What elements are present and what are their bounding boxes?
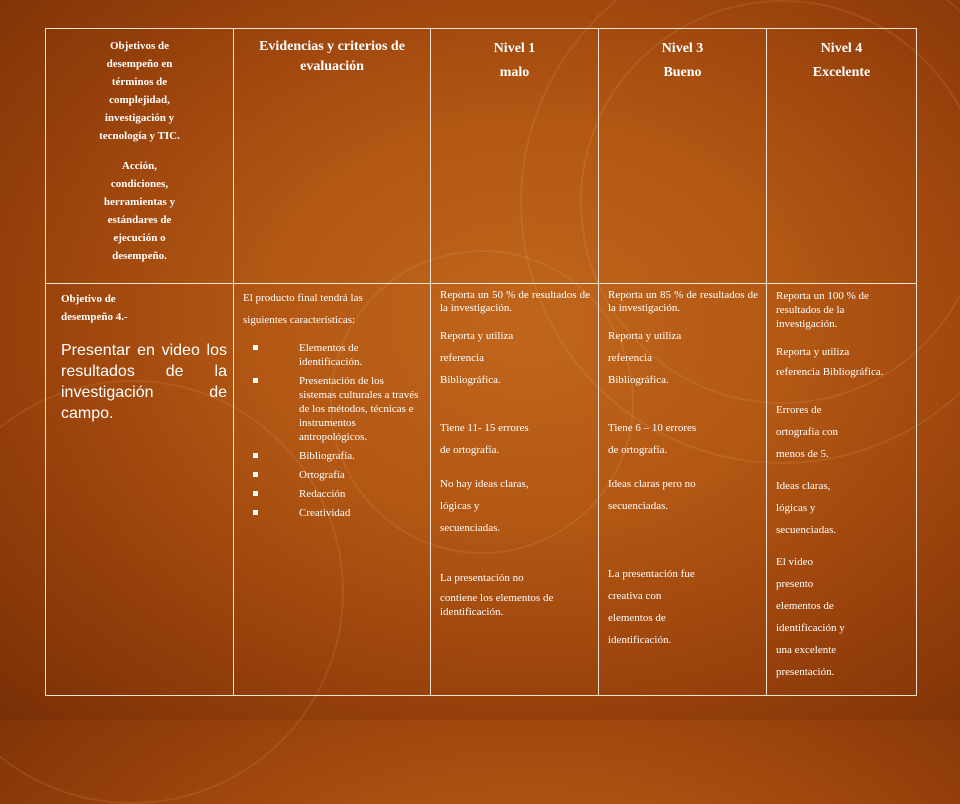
nivel-1-cell xyxy=(431,284,599,696)
header-text: Objetivos de xyxy=(110,40,169,52)
nivel-4-text: Errores de xyxy=(776,404,822,416)
header-text: ejecución o xyxy=(113,232,166,244)
header-nivel-4 xyxy=(767,29,917,284)
header-nivel-1 xyxy=(431,29,599,284)
nivel-1-text: contiene los elementos de identificación. xyxy=(440,592,554,618)
nivel-4-text: lógicas y xyxy=(776,502,816,514)
spacer xyxy=(50,145,229,157)
criteria-text: Redacción xyxy=(299,488,346,500)
bullet-icon xyxy=(253,378,258,383)
nivel-1-text: Tiene 11- 15 errores xyxy=(440,422,529,434)
nivel-1-text: La presentación no xyxy=(440,572,524,584)
nivel-4-text: presento xyxy=(776,578,814,590)
nivel-3-text: referencia xyxy=(608,352,652,364)
criteria-text: Creatividad xyxy=(299,507,351,519)
header-text: tecnología y TIC. xyxy=(99,130,180,142)
rubric-table xyxy=(45,28,917,696)
nivel-3-text: identificación. xyxy=(608,634,672,646)
criteria-list xyxy=(243,341,422,520)
nivel-1-text: secuenciadas. xyxy=(440,522,501,534)
criteria-item xyxy=(243,487,422,501)
header-text: Nivel 1 xyxy=(493,41,536,56)
bullet-icon xyxy=(253,510,258,515)
nivel-4-text: Reporta y utiliza xyxy=(776,346,850,358)
criteria-text: Presentación de los sistemas culturales a través de los métodos, técnicas e instrumentos antropológicos. xyxy=(299,375,419,443)
header-text: Nivel 4 xyxy=(820,41,863,56)
header-text: malo xyxy=(499,65,530,80)
nivel-4-text: El video xyxy=(776,556,813,568)
nivel-1-text: lógicas y xyxy=(440,500,480,512)
criteria-text: Ortografía xyxy=(299,469,345,481)
header-text: estándares de xyxy=(107,214,172,226)
nivel-3-text: Reporta y utiliza xyxy=(608,330,682,342)
nivel-4-text: secuenciadas. xyxy=(776,524,837,536)
nivel-1-text: referencia xyxy=(440,352,484,364)
criteria-item xyxy=(243,374,422,444)
objective-label: Objetivo de xyxy=(61,293,116,305)
criteria-text: Elementos de identificación. xyxy=(299,342,363,368)
nivel-4-text: Reporta un 100 % de resultados de la investigación. xyxy=(776,290,869,330)
header-text: Evidencias y criterios de xyxy=(259,39,405,54)
nivel-4-text: presentación. xyxy=(776,666,835,678)
nivel-4-text: una excelente xyxy=(776,644,837,656)
nivel-1-text: Reporta y utiliza xyxy=(440,330,514,342)
header-text: Acción, xyxy=(121,160,158,172)
nivel-3-text: La presentación fue xyxy=(608,568,695,580)
criteria-text: Bibliografía. xyxy=(299,450,355,462)
nivel-3-text: elementos de xyxy=(608,612,666,624)
nivel-4-text: referencia Bibliográfica. xyxy=(776,366,884,378)
criteria-item xyxy=(243,468,422,482)
nivel-3-text: Bibliográfica. xyxy=(608,374,669,386)
objective-label: desempeño 4.- xyxy=(61,311,128,323)
objective-text: Presentar en video los resultados de la investigación de campo. xyxy=(61,342,227,422)
nivel-3-text: secuenciadas. xyxy=(608,500,669,512)
header-text: Excelente xyxy=(812,65,871,80)
criteria-item xyxy=(243,506,422,520)
header-text: herramientas y xyxy=(103,196,176,208)
header-text: condiciones, xyxy=(110,178,169,190)
nivel-4-cell xyxy=(767,284,917,696)
header-text: evaluación xyxy=(300,59,364,74)
header-text: desempeño. xyxy=(112,250,167,262)
nivel-3-text: Tiene 6 – 10 errores xyxy=(608,422,697,434)
criteria-item xyxy=(243,341,422,369)
nivel-4-text: menos de 5. xyxy=(776,448,829,460)
bullet-icon xyxy=(253,345,258,350)
nivel-3-text: creativa con xyxy=(608,590,662,602)
bullet-icon xyxy=(253,453,258,458)
evidence-intro: siguientes características: xyxy=(243,314,356,326)
nivel-4-text: elementos de xyxy=(776,600,834,612)
nivel-4-text: identificación y xyxy=(776,622,845,634)
header-text: Bueno xyxy=(663,65,702,80)
nivel-3-cell xyxy=(599,284,767,696)
header-objectives xyxy=(46,29,234,284)
header-row xyxy=(46,29,917,284)
nivel-3-text: Reporta un 85 % de resultados de la investigación. xyxy=(608,289,758,314)
header-text: desempeño en xyxy=(106,58,173,70)
header-evidence xyxy=(234,29,431,284)
nivel-1-text: No hay ideas claras, xyxy=(440,478,529,490)
evidence-cell xyxy=(234,284,431,696)
header-text: Nivel 3 xyxy=(661,41,704,56)
content-row xyxy=(46,284,917,696)
nivel-1-text: Bibliográfica. xyxy=(440,374,501,386)
header-text: términos de xyxy=(111,76,168,88)
header-text: investigación y xyxy=(104,112,175,124)
evidence-intro: El producto final tendrá las xyxy=(243,292,363,304)
criteria-item xyxy=(243,449,422,463)
nivel-1-text: Reporta un 50 % de resultados de la investigación. xyxy=(440,289,590,314)
header-text: complejidad, xyxy=(109,94,170,106)
objective-cell xyxy=(46,284,234,696)
nivel-1-text: de ortografía. xyxy=(440,444,500,456)
nivel-3-text: Ideas claras pero no xyxy=(608,478,696,490)
bullet-icon xyxy=(253,472,258,477)
header-nivel-3 xyxy=(599,29,767,284)
nivel-4-text: Ideas claras, xyxy=(776,480,831,492)
nivel-4-text: ortografía con xyxy=(776,426,838,438)
nivel-3-text: de ortografía. xyxy=(608,444,668,456)
bullet-icon xyxy=(253,491,258,496)
